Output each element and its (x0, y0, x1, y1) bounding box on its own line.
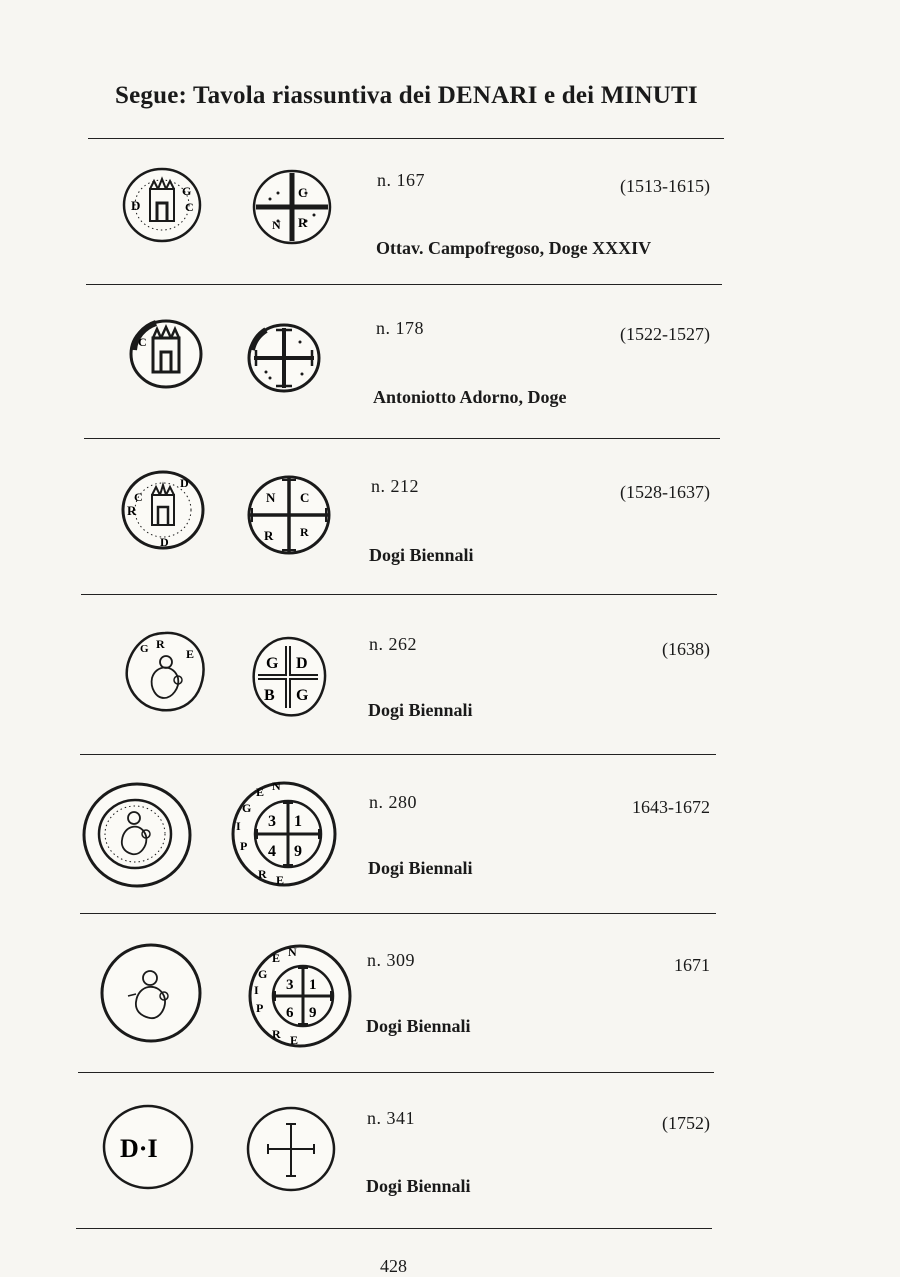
ruler-name: Dogi Biennali (368, 700, 473, 720)
coin-obverse-309 (98, 940, 204, 1046)
svg-text:E: E (290, 1033, 299, 1047)
svg-text:C: C (138, 335, 147, 349)
coin-reverse-280 (228, 778, 340, 890)
coin-reverse-341 (244, 1104, 338, 1194)
catalog-number: n. 262 (369, 634, 417, 654)
svg-text:E: E (272, 951, 281, 965)
divider (80, 754, 716, 755)
coin-obverse-178 (126, 316, 206, 392)
svg-text:R: R (298, 215, 308, 230)
svg-text:R: R (264, 528, 274, 543)
catalog-number: n. 167 (377, 170, 425, 190)
svg-text:C: C (298, 185, 308, 200)
catalog-number: n. 178 (376, 318, 424, 338)
coin-reverse-262 (248, 634, 328, 720)
svg-text:C: C (185, 200, 194, 214)
catalog-number: n. 280 (369, 792, 417, 812)
page-title: Segue: Tavola riassuntiva dei DENARI e dei MINUTI (115, 82, 698, 109)
coin-obverse-262 (122, 628, 208, 716)
coin-obverse-341 (100, 1102, 196, 1192)
svg-text:N: N (272, 218, 281, 232)
catalog-number: n. 309 (367, 950, 415, 970)
date-range: (1752) (662, 1113, 710, 1133)
svg-text:9: 9 (294, 843, 302, 860)
ruler-name: Dogi Biennali (368, 858, 473, 878)
ruler-name: Dogi Biennali (366, 1176, 471, 1196)
divider (76, 1228, 712, 1229)
divider (78, 1072, 714, 1073)
coin-reverse-178 (244, 320, 324, 396)
svg-text:I: I (254, 983, 259, 997)
coin-reverse-309 (246, 942, 354, 1050)
catalog-number: n. 212 (371, 476, 419, 496)
coin-reverse-212 (244, 472, 334, 558)
svg-text:E: E (256, 785, 265, 799)
svg-text:P: P (240, 839, 248, 853)
svg-text:1: 1 (294, 813, 302, 830)
svg-text:C: C (300, 490, 310, 505)
svg-text:E: E (276, 873, 285, 887)
coin-reverse-167 (250, 167, 334, 247)
coin-obverse-212 (118, 467, 208, 553)
svg-text:G: G (296, 687, 309, 704)
catalog-number: n. 341 (367, 1108, 415, 1128)
svg-text:D: D (296, 655, 308, 672)
svg-text:D: D (160, 535, 169, 549)
svg-text:N: N (272, 779, 281, 793)
svg-text:6: 6 (286, 1005, 294, 1021)
svg-text:R: R (258, 867, 267, 881)
divider (84, 438, 720, 439)
date-range: (1513-1615) (620, 176, 710, 196)
svg-text:4: 4 (268, 843, 276, 860)
divider (88, 138, 724, 139)
svg-text:R: R (272, 1027, 281, 1041)
ruler-name: Ottav. Campofregoso, Doge XXXIV (376, 238, 652, 258)
divider (86, 284, 722, 285)
svg-text:C: C (134, 490, 143, 504)
svg-text:9: 9 (309, 1005, 317, 1021)
svg-text:G: G (182, 184, 192, 198)
svg-text:R: R (156, 637, 165, 651)
ruler-name: Dogi Biennali (366, 1016, 471, 1036)
coin-obverse-167 (120, 165, 204, 245)
svg-text:E: E (186, 647, 195, 661)
svg-text:3: 3 (268, 813, 276, 830)
svg-text:D: D (131, 198, 141, 213)
page-number: 428 (380, 1256, 407, 1276)
divider (80, 913, 716, 914)
svg-text:G: G (258, 967, 268, 981)
divider (81, 594, 717, 595)
svg-text:1: 1 (309, 977, 317, 993)
svg-text:3: 3 (286, 977, 294, 993)
svg-text:I: I (236, 819, 241, 833)
date-range: 1671 (674, 955, 710, 975)
svg-text:P: P (256, 1001, 264, 1015)
date-range: (1638) (662, 639, 710, 659)
coin-obverse-280 (80, 780, 194, 890)
svg-text:N: N (288, 945, 297, 959)
svg-text:N: N (266, 490, 276, 505)
date-range: (1522-1527) (620, 324, 710, 344)
svg-text:R: R (127, 503, 137, 518)
ruler-name: Antoniotto Adorno, Doge (373, 387, 567, 407)
svg-text:B: B (264, 687, 275, 704)
svg-text:G: G (266, 655, 279, 672)
svg-text:G: G (140, 643, 149, 655)
svg-text:G: G (242, 801, 252, 815)
svg-text:D: D (180, 476, 189, 490)
coin-legend: D·I (120, 1134, 158, 1163)
ruler-name: Dogi Biennali (369, 545, 474, 565)
date-range: 1643-1672 (632, 797, 710, 817)
date-range: (1528-1637) (620, 482, 710, 502)
svg-text:R: R (300, 525, 309, 539)
